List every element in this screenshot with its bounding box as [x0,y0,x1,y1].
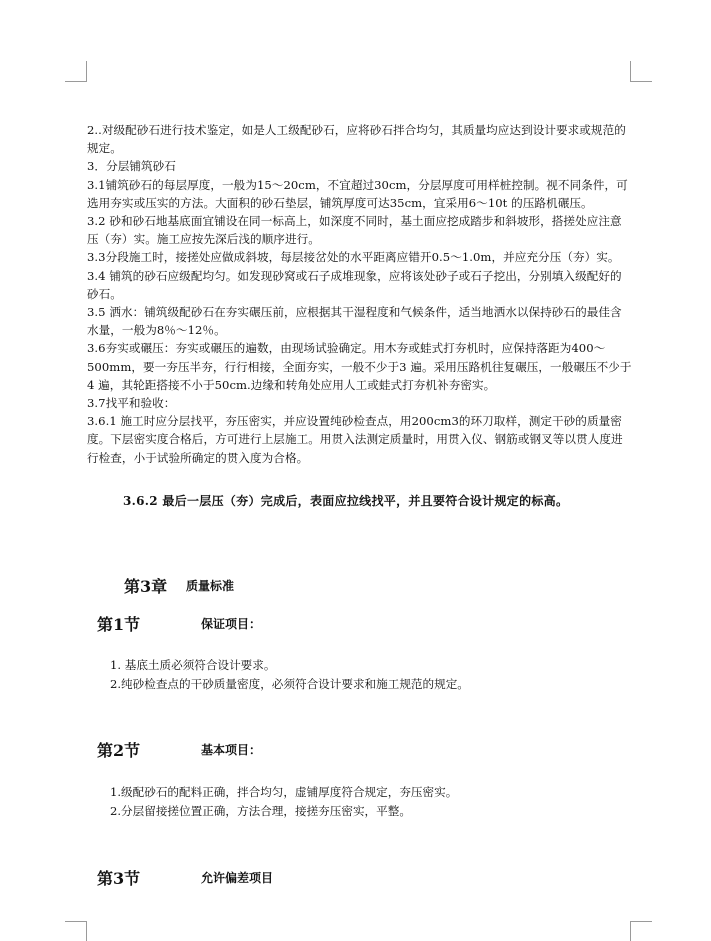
paragraph: 3.2 砂和砂石地基底面宜铺设在同一标高上，如深度不同时，基土面应挖成踏步和斜坡形，搭搓处应注意压（夯）实。施工应按先深后浅的顺序进行。 [87,214,622,247]
paragraph: 3.7找平和验收： [87,396,176,411]
paragraph: 3.4 铺筑的砂石应级配均匀。如发现砂窝或石子成堆现象，应将该处砂子或石子挖出，分别填入级配好的砂石。 [87,268,622,301]
list-item: 1. 基底土质必须符合设计要求。 [110,658,276,672]
section-list [110,783,457,821]
paragraph: 3．分层铺筑砂石 [87,159,176,174]
chapter-heading [124,574,235,597]
list-item: 2.分层留接搓位置正确，方法合理，接搓夯压密实，平整。 [110,804,411,818]
body-text [87,121,633,467]
list-item: 2.纯砂检查点的干砂质量密度，必须符合设计要求和施工规范的规定。 [110,677,469,691]
chapter-title: 质量标准 [186,579,235,593]
list-item: 1.级配砂石的配料正确，拌合均匀，虚铺厚度符合规定，夯压密实。 [110,785,458,799]
chapter-number: 第3章 [124,577,168,596]
section-list [110,656,469,694]
section-number: 第3节 [97,869,141,888]
bold-paragraph: 3.6.2 最后一层压（夯）完成后，表面应拉线找平，并且要符合设计规定的标高。 [123,494,569,508]
section-title: 保证项目： [201,617,262,631]
paragraph: 2..对级配砂石进行技术鉴定，如是人工级配砂石，应将砂石拌合均匀，其质量均应达到设计要求或规范的规定。 [87,123,626,156]
paragraph: 3.6夯实或碾压：夯实或碾压的遍数，由现场试验确定。用木夯或蛙式打夯机时，应保持落距为400～500mm，要一夯压半夯，行行相接，全面夯实，一般不少于3 遍。采用压路机往复碾压，一般碾压不少于4 遍，其轮距搭接不小于50cm.边缘和转角处应用人工或蛙式打夯机补夯密实。 [87,341,632,392]
section-number: 第1节 [97,615,141,634]
paragraph: 3.1铺筑砂石的每层厚度，一般为15～20cm，不宜超过30cm，分层厚度可用样桩控制。视不同条件，可选用夯实或压实的方法。大面积的砂石垫层，铺筑厚度可达35cm，宜采用6～10t 的压路机碾压。 [87,177,628,210]
section-heading [97,612,262,635]
paragraph: 3.3分段施工时，接搓处应做成斜坡，每层接岔处的水平距离应错开0.5～1.0m，并应充分压（夯）实。 [87,250,620,265]
section-heading [97,866,274,889]
section-title: 允许偏差项目 [201,871,274,885]
section-title: 基本项目： [201,743,262,757]
section-number: 第2节 [97,741,141,760]
section-heading [97,738,262,761]
paragraph: 3.6.1 施工时应分层找平，夯压密实，并应设置纯砂检查点，用200cm3的环刀取样，测定干砂的质量密度。下层密实度合格后，方可进行上层施工。用贯入法测定质量时，用贯入仪、钢筋或钢叉等以贯人度进行检查，小于试验所确定的贯入度为合格。 [87,414,623,465]
paragraph: 3.5 洒水：铺筑级配砂石在夯实碾压前，应根据其干湿程度和气候条件，适当地洒水以保持砂石的最佳含水量，一般为8％～12％。 [87,305,622,338]
